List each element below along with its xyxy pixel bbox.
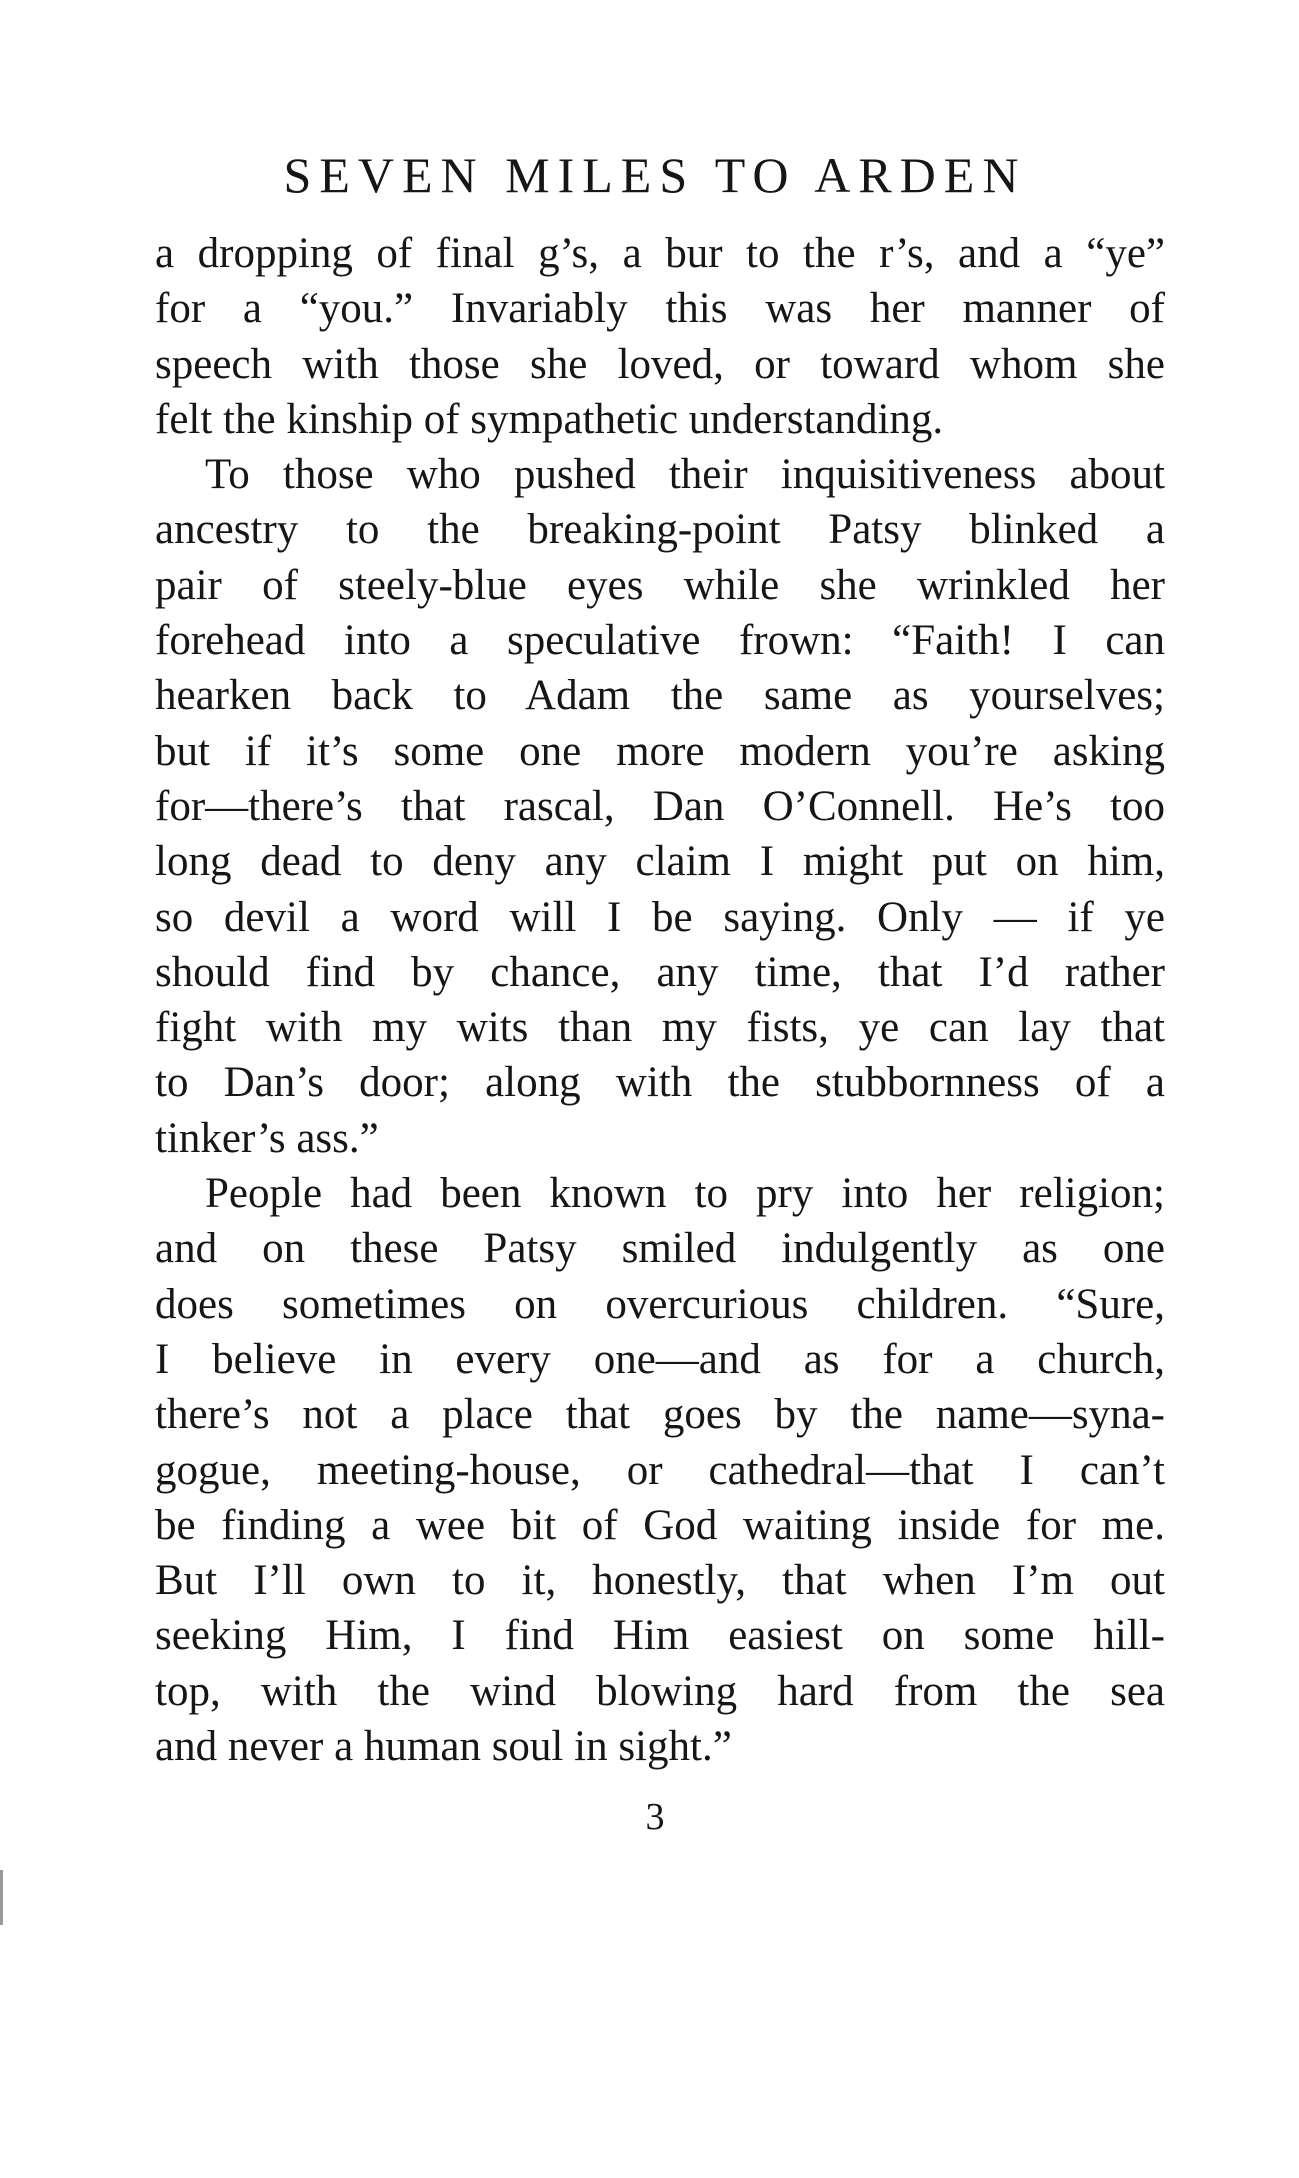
text-line: speech with those she loved, or toward whom she xyxy=(155,340,1165,388)
text-line: a dropping of final g’s, a bur to the r’s, and a “ye” xyxy=(155,230,1165,277)
text-line: should find by chance, any time, that I’d rather xyxy=(155,948,1165,996)
text-line: People had been known to pry into her religion; xyxy=(205,1170,1165,1218)
scan-edge-mark xyxy=(0,1870,3,1925)
text-line: does sometimes on overcurious children. “Sure, xyxy=(155,1280,1165,1328)
page-number: 3 xyxy=(645,1796,665,1838)
text-line: fight with my wits than my fists, ye can lay that xyxy=(155,1004,1165,1052)
running-head: SEVEN MILES TO ARDEN xyxy=(283,147,1027,203)
paragraph xyxy=(155,226,1165,447)
text-line: for a “you.” Invariably this was her manner of xyxy=(155,285,1165,333)
text-line: tinker’s ass.” xyxy=(155,1114,379,1162)
text-line: but if it’s some one more modern you’re asking xyxy=(155,727,1165,775)
text-line: hearken back to Adam the same as yourselves; xyxy=(155,672,1165,720)
text-line: long dead to deny any claim I might put on him, xyxy=(155,838,1165,886)
text-line: and on these Patsy smiled indulgently as one xyxy=(155,1225,1165,1273)
paragraph xyxy=(155,447,1165,1166)
text-line: to Dan’s door; along with the stubbornness of a xyxy=(155,1059,1165,1107)
text-line: To those who pushed their inquisitiveness about xyxy=(205,451,1165,499)
text-line: top, with the wind blowing hard from the sea xyxy=(155,1667,1165,1715)
text-line: gogue, meeting-house, or cathedral—that I can’t xyxy=(155,1446,1165,1494)
text-line: felt the kinship of sympathetic understanding. xyxy=(155,395,944,443)
text-line: seeking Him, I find Him easiest on some hill- xyxy=(155,1612,1165,1660)
text-line: pair of steely-blue eyes while she wrinkled her xyxy=(155,561,1165,609)
text-line: so devil a word will I be saying. Only — if ye xyxy=(155,893,1165,941)
text-line: there’s not a place that goes by the name—syna- xyxy=(155,1391,1165,1439)
text-line: ancestry to the breaking-point Patsy blinked a xyxy=(155,506,1165,554)
paragraph xyxy=(155,1166,1165,1774)
text-line: for—there’s that rascal, Dan O’Connell. He’s too xyxy=(155,782,1165,830)
text-line: I believe in every one—and as for a church, xyxy=(155,1335,1165,1383)
text-line: But I’ll own to it, honestly, that when I’m out xyxy=(155,1557,1165,1605)
body-text xyxy=(155,226,1165,1774)
text-line: and never a human soul in sight.” xyxy=(155,1723,732,1771)
text-line: be finding a wee bit of God waiting inside for me. xyxy=(155,1501,1165,1549)
text-line: forehead into a speculative frown: “Faith! I can xyxy=(155,617,1165,665)
